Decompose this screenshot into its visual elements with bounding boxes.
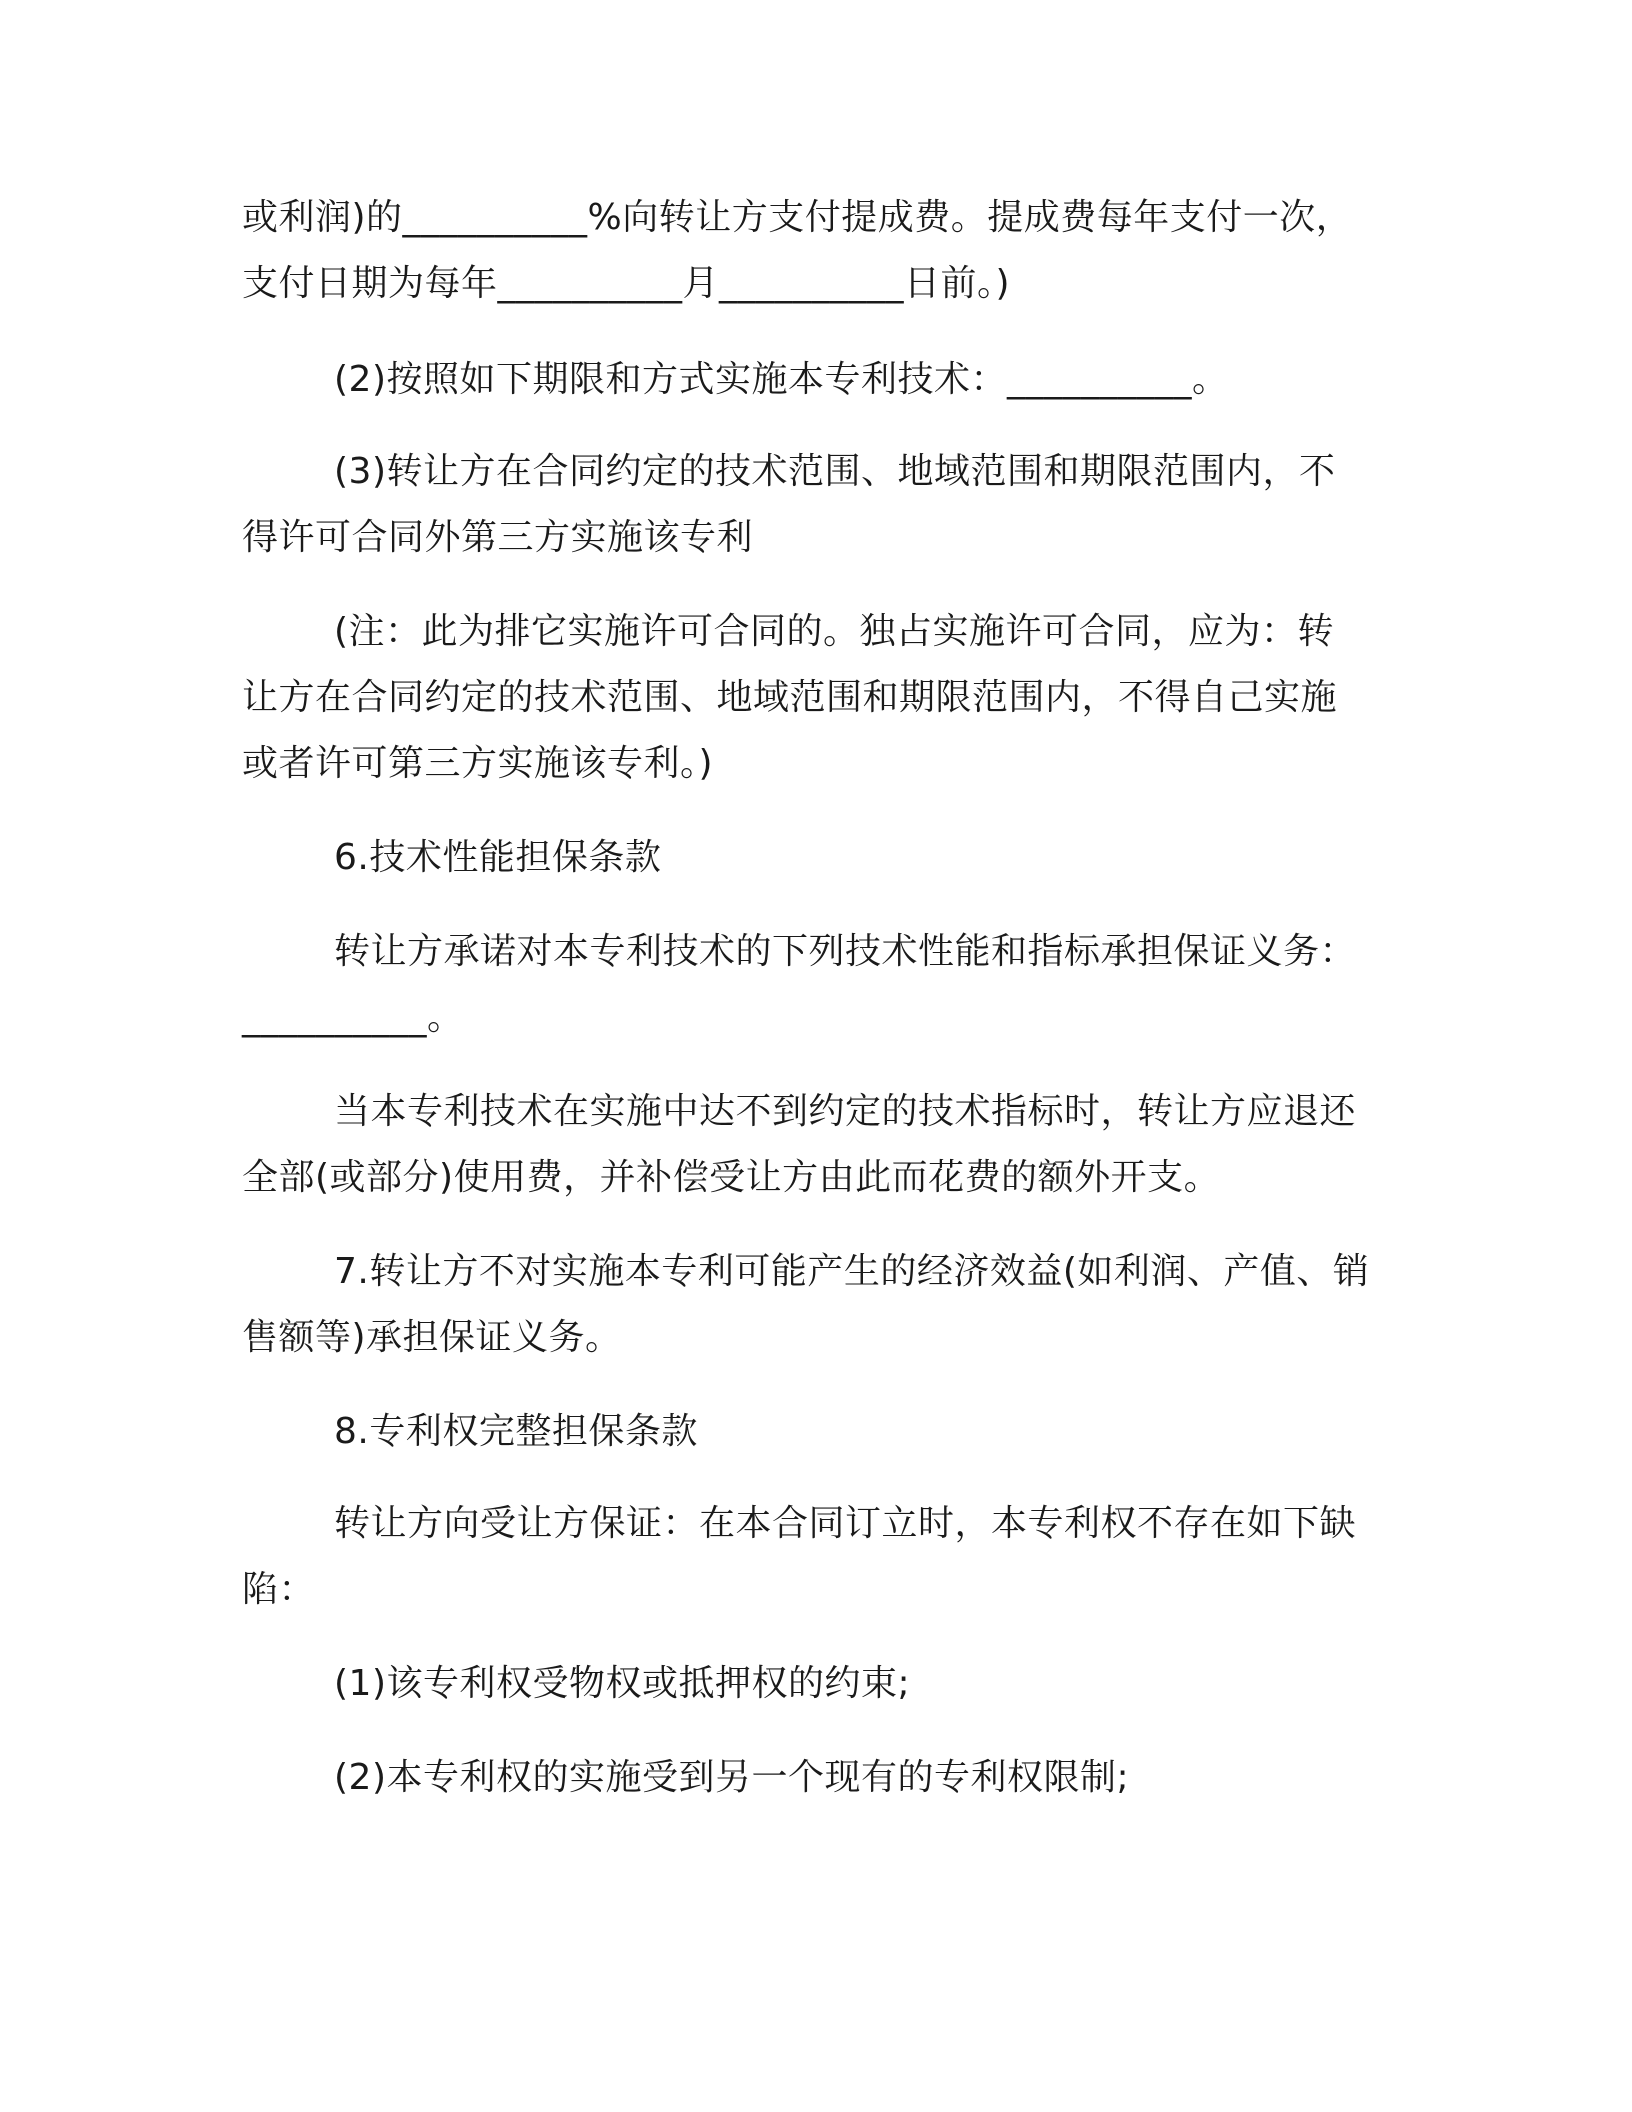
text-line: (2)本专利权的实施受到另一个现有的专利权限制; <box>334 1757 1130 1798</box>
text-line: 转让方向受让方保证：在本合同订立时，本专利权不存在如下缺 <box>334 1503 1357 1544</box>
text-line: 当本专利技术在实施中达不到约定的技术指标时，转让方应退还 <box>334 1091 1357 1132</box>
text-line: 得许可合同外第三方实施该专利 <box>242 517 754 558</box>
text-line: 或者许可第三方实施该专利。) <box>242 743 714 784</box>
text-line: 或利润)的__________%向转让方支付提成费。提成费每年支付一次， <box>242 197 1353 238</box>
text-line: (2)按照如下期限和方式实施本专利技术：__________。 <box>334 359 1229 400</box>
text-line: (1)该专利权受物权或抵押权的约束; <box>334 1663 911 1704</box>
text-line: 转让方承诺对本专利技术的下列技术性能和指标承担保证义务： <box>334 931 1357 972</box>
text-line: (3)转让方在合同约定的技术范围、地域范围和期限范围内，不 <box>334 451 1336 492</box>
section-heading: 6.技术性能担保条款 <box>334 837 662 878</box>
text-line: 陷： <box>242 1569 316 1610</box>
text-line: 7.转让方不对实施本专利可能产生的经济效益(如利润、产值、销 <box>334 1251 1370 1292</box>
text-line: 全部(或部分)使用费，并补偿受让方由此而花费的额外开支。 <box>242 1157 1221 1198</box>
text-line: __________。 <box>242 997 464 1038</box>
text-line: 支付日期为每年__________月__________日前。) <box>242 263 1011 304</box>
text-line: 让方在合同约定的技术范围、地域范围和期限范围内，不得自己实施 <box>242 677 1338 718</box>
text-line: 售额等)承担保证义务。 <box>242 1317 622 1358</box>
section-heading: 8.专利权完整担保条款 <box>334 1411 698 1452</box>
text-line: (注：此为排它实施许可合同的。独占实施许可合同，应为：转 <box>334 611 1335 652</box>
